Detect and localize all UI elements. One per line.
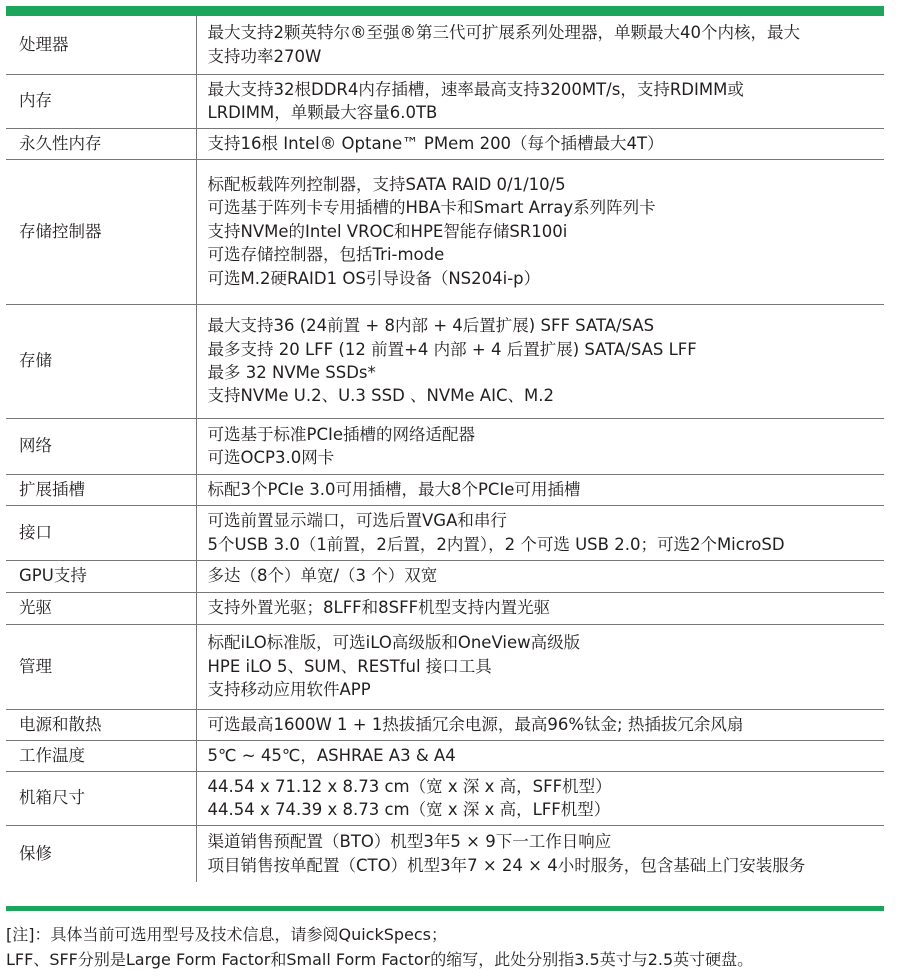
spec-label: 保修 [6,825,196,882]
spec-value [196,159,884,304]
spec-value-line: 支持NVMe的Intel VROC和HPE智能存储SR100i [207,221,568,241]
spec-value [196,474,884,505]
bottom-accent-bar [6,906,884,911]
spec-value-line: 多达（8个）单宽/（3 个）双宽 [207,566,438,586]
spec-row [6,16,884,74]
spec-value [196,825,884,882]
spec-value-line: 支持移动应用软件APP [207,680,371,700]
spec-value-line: 标配iLO标准版，可选iLO高级版和OneView高级版 [207,633,581,653]
spec-row [6,474,884,505]
spec-value-line: 最大支持2颗英特尔®至强®第三代可扩展系列处理器，单颗最大40个内核，最大 [207,23,800,43]
spec-value-line: 渠道销售预配置（BTO）机型3年5 × 9下一工作日响应 [207,832,612,852]
spec-table [6,16,884,882]
spec-value-line: HPE iLO 5、SUM、RESTful 接口工具 [207,656,492,676]
spec-value-line: 可选前置显示端口，可选后置VGA和串行 [207,511,507,531]
spec-value [196,771,884,825]
spec-label: 存储 [6,304,196,418]
spec-value [196,505,884,560]
spec-label: 内存 [6,74,196,128]
spec-value [196,128,884,159]
spec-value-line: 可选M.2硬RAID1 OS引导设备（NS204i-p） [207,268,541,288]
spec-value-line: 可选基于标准PCIe插槽的网络适配器 [207,424,475,444]
spec-value-line: 支持外置光驱；8LFF和8SFF机型支持内置光驱 [207,598,551,618]
spec-value-line: 标配3个PCIe 3.0可用插槽，最大8个PCIe可用插槽 [207,479,581,499]
spec-value-line: 最多支持 20 LFF (12 前置+4 内部 + 4 后置扩展) SATA/SAS LFF [207,339,697,359]
spec-label: 处理器 [6,16,196,74]
spec-value [196,624,884,709]
spec-value [196,709,884,740]
spec-label: 网络 [6,418,196,474]
spec-value-line: 标配板载阵列控制器，支持SATA RAID 0/1/10/5 [207,174,566,194]
spec-value-line: 最大支持32根DDR4内存插槽，速率最高支持3200MT/s，支持RDIMM或 [207,79,744,99]
top-accent-bar [6,6,884,16]
spec-value-line: 44.54 x 74.39 x 8.73 cm（宽 x 深 x 高，LFF机型） [207,800,611,819]
spec-value-line: 5℃ ~ 45℃，ASHRAE A3 & A4 [207,745,456,765]
spec-value-line: 最多 32 NVMe SSDs* [207,363,376,382]
spec-row [6,825,884,882]
spec-label: 工作温度 [6,740,196,771]
spec-value-line: 5个USB 3.0（1前置，2后置，2内置），2 个可选 USB 2.0；可选2个MicroSD [207,534,785,554]
spec-value [196,16,884,74]
spec-value-line: 可选OCP3.0网卡 [207,448,335,467]
spec-value [196,74,884,128]
spec-value-line: 可选基于阵列卡专用插槽的HBA卡和Smart Array系列阵列卡 [207,198,656,218]
footnotes [6,922,896,972]
spec-row [6,709,884,740]
spec-label: 扩展插槽 [6,474,196,505]
spec-row [6,740,884,771]
spec-value-line: 项目销售按单配置（CTO）机型3年7 × 24 × 4小时服务，包含基础上门安装服务 [207,855,806,875]
spec-label: 管理 [6,624,196,709]
spec-value-line: 可选存储控制器，包括Tri-mode [207,245,445,265]
spec-value-line: 可选最高1600W 1 + 1热拔插冗余电源，最高96%钛金; 热插拔冗余风扇 [207,714,744,734]
spec-label: 接口 [6,505,196,560]
spec-value-line: 支持功率270W [207,46,322,66]
spec-row [6,560,884,592]
spec-value-line: 支持NVMe U.2、U.3 SSD 、NVMe AIC、M.2 [207,386,554,406]
spec-row [6,624,884,709]
spec-row [6,592,884,624]
spec-label: 永久性内存 [6,128,196,159]
spec-value [196,418,884,474]
spec-row [6,505,884,560]
spec-value [196,560,884,592]
spec-label: 机箱尺寸 [6,771,196,825]
spec-label: 存储控制器 [6,159,196,304]
footnote-line: [注]：具体当前可选用型号及技术信息，请参阅QuickSpecs； [6,925,448,944]
spec-value [196,592,884,624]
spec-row [6,771,884,825]
spec-value [196,304,884,418]
spec-label: 电源和散热 [6,709,196,740]
spec-row [6,74,884,128]
spec-row [6,304,884,418]
spec-row [6,159,884,304]
footnote-line: LFF、SFF分别是Large Form Factor和Small Form Factor的缩写，此处分别指3.5英寸与2.5英寸硬盘。 [6,950,754,969]
spec-label: 光驱 [6,592,196,624]
spec-value-line: LRDIMM，单颗最大容量6.0TB [207,103,438,122]
spec-row [6,128,884,159]
spec-value-line: 44.54 x 71.12 x 8.73 cm（宽 x 深 x 高，SFF机型） [207,776,612,796]
spec-value [196,740,884,771]
spec-row [6,418,884,474]
spec-value-line: 支持16根 Intel® Optane™ PMem 200（每个插槽最大4T） [207,133,664,153]
spec-label: GPU支持 [6,560,196,592]
spec-value-line: 最大支持36 (24前置 + 8内部 + 4后置扩展) SFF SATA/SAS [207,316,655,336]
